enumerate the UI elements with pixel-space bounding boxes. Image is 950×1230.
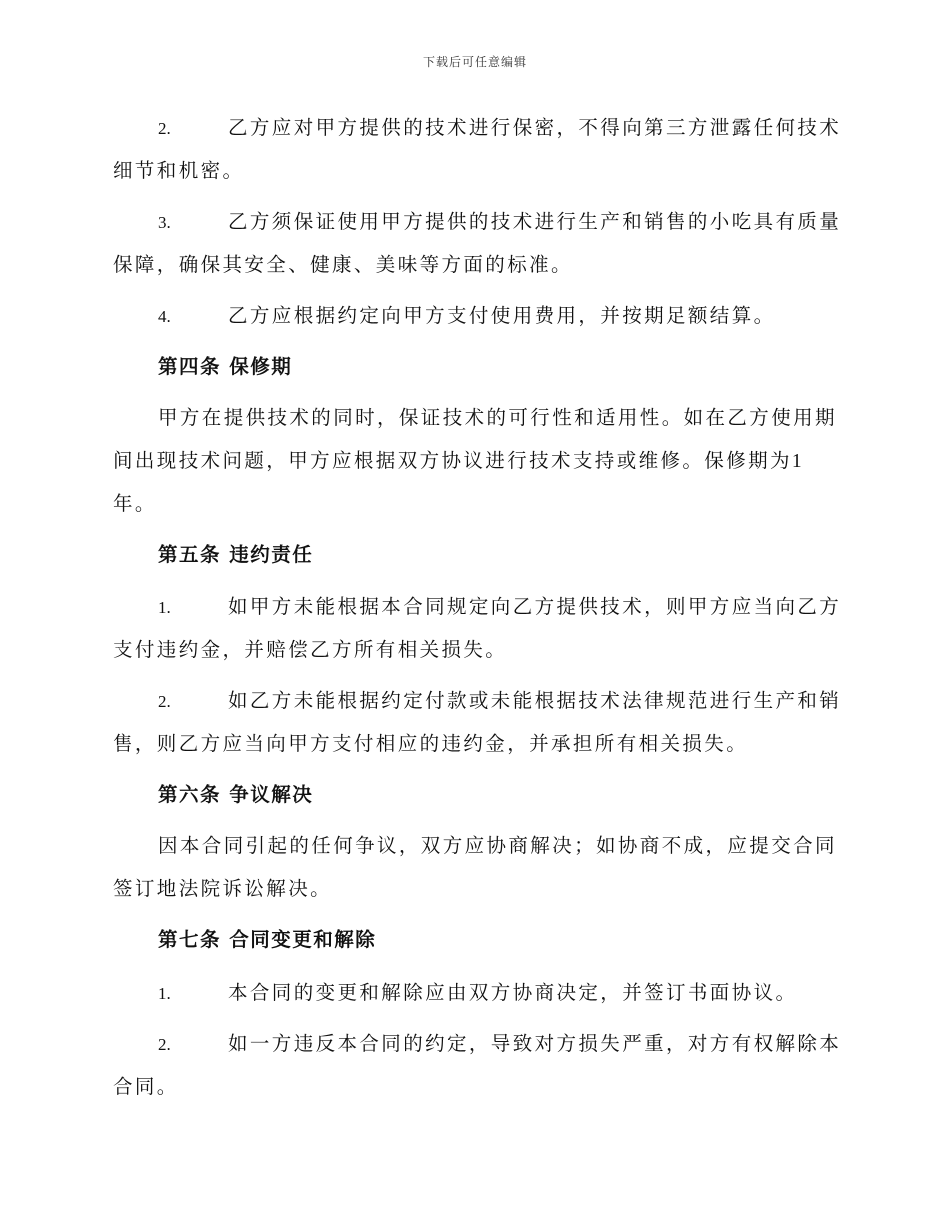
clause-text: 签订地法院诉讼解决。 [113,877,333,900]
item-number: 3. [158,213,171,232]
clause-text: 年。 [113,492,157,515]
clause-text: 乙方应对甲方提供的技术进行保密，不得向第三方泄露任何技术 [228,116,842,139]
article-5-item-1 [113,585,842,671]
page-header-note: 下载后可任意编辑 [422,55,527,69]
clause-item-4 [113,294,835,337]
article-6-body [113,824,835,910]
warranty-years: 1 [791,451,802,472]
article-title: 第七条 合同变更和解除 [158,928,377,951]
item-number: 4. [158,307,171,326]
clause-text: 合同。 [113,1075,179,1098]
article-title: 第四条 保修期 [158,355,293,378]
item-number: 2. [158,692,171,711]
clause-text: 因本合同引起的任何争议，双方应协商解决；如协商不成，应提交合同 [158,834,837,857]
article-4 [113,345,835,388]
article-5-item-2 [113,679,842,765]
clause-item-2 [113,106,842,192]
item-number: 1. [158,598,171,617]
article-6 [113,773,835,816]
clause-text: 售，则乙方应当向甲方支付相应的违约金，并承担所有相关损失。 [113,732,749,755]
clause-text: 本合同的变更和解除应由双方协商决定，并签订书面协议。 [228,981,798,1004]
clause-text: 细节和机密。 [113,159,245,182]
clause-text: 如一方违反本合同的约定，导致对方损失严重，对方有权解除本 [228,1032,842,1055]
item-number: 1. [158,984,171,1003]
clause-text: 乙方应根据约定向甲方支付使用费用，并按期足额结算。 [228,304,776,327]
clause-text: 保障，确保其安全、健康、美味等方面的标准。 [113,253,573,276]
article-7 [113,918,835,961]
item-number: 2. [158,1035,171,1054]
item-number: 2. [158,119,171,138]
article-5 [113,533,835,576]
article-title: 第六条 争议解决 [158,783,314,806]
clause-text: 如甲方未能根据本合同规定向乙方提供技术，则甲方应当向乙方 [228,595,842,618]
clause-text: 如乙方未能根据约定付款或未能根据技术法律规范进行生产和销 [228,689,842,712]
clause-text: 甲方在提供技术的同时，保证技术的可行性和适用性。如在乙方使用期 [158,406,837,429]
article-4-body [113,396,835,525]
clause-text: 间出现技术问题，甲方应根据双方协议进行技术支持或维修。保修期为 [113,449,792,472]
clause-text: 支付违约金，并赔偿乙方所有相关损失。 [113,638,508,661]
article-7-item-2 [113,1022,842,1108]
clause-item-3 [113,200,842,286]
article-title: 第五条 违约责任 [158,543,314,566]
article-7-item-1 [113,971,835,1014]
clause-text: 乙方须保证使用甲方提供的技术进行生产和销售的小吃具有质量 [228,210,842,233]
